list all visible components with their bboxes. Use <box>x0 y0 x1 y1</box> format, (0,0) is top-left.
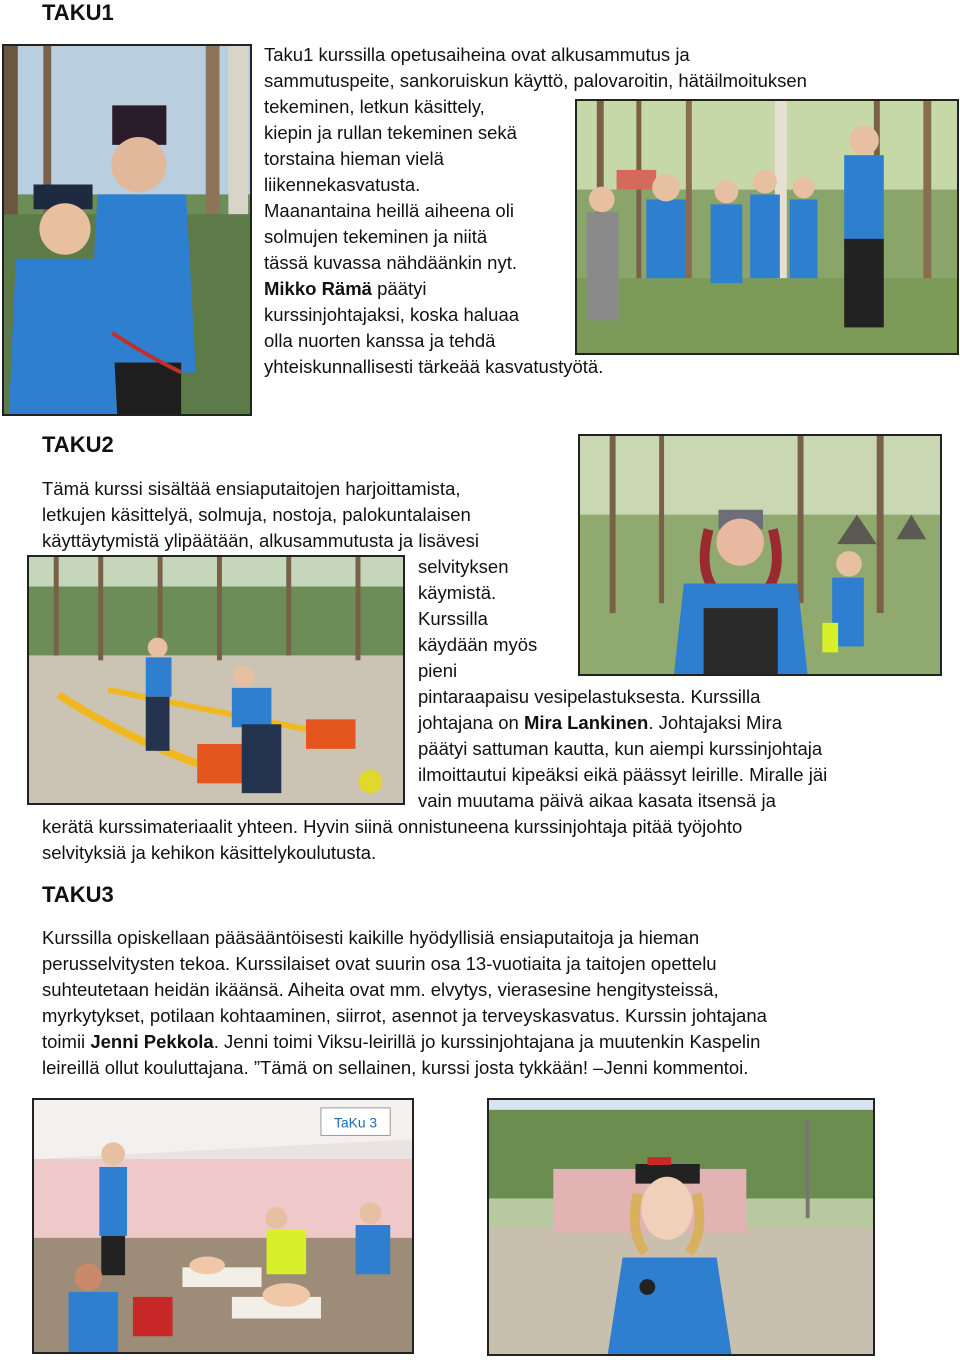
text-line: olla nuorten kanssa ja tehdä <box>264 330 496 351</box>
text-line: perusselvitysten tekoa. Kurssilaiset ovat suurin osa 13-vuotiaita ja taitojen opettelu <box>42 953 717 974</box>
text-line: myrkytykset, potilaan kohtaaminen, siirrot, asennot ja terveyskasvatus. Kurssin johtajana <box>42 1005 767 1026</box>
text-line: selvityksen <box>418 556 509 577</box>
text-line: toimii Jenni Pekkola. Jenni toimi Viksu-leirillä jo kurssinjohtajana ja muutenkin Kaspelin <box>42 1031 761 1052</box>
leader-name: Jenni Pekkola <box>90 1031 214 1052</box>
leader-name: Mira Lankinen <box>523 712 649 733</box>
taku3-heading: TAKU3 <box>42 882 114 907</box>
text-line: Mikko Rämä päätyi <box>264 278 427 299</box>
text-line: Tämä kurssi sisältää ensiaputaitojen harjoittamista, <box>42 478 461 499</box>
taku2-text-bottom <box>42 814 742 866</box>
photo-knot-instruction <box>2 44 252 416</box>
tent-sign-text: TaKu 3 <box>334 1114 378 1131</box>
taku3-text <box>42 925 767 1081</box>
text-line: liikennekasvatusta. <box>264 174 421 195</box>
text-line: yhteiskunnallisesti tärkeää kasvatustyötä. <box>264 356 604 377</box>
photo-jenni-portrait <box>487 1098 875 1356</box>
taku2-text-top <box>42 476 479 554</box>
text-line: letkujen käsittelyä, solmuja, nostoja, palokuntalaisen <box>42 504 471 525</box>
text-line: kurssinjohtajaksi, koska haluaa <box>264 304 520 325</box>
text-line: käymistä. <box>418 582 497 603</box>
text-line: kiepin ja rullan tekeminen sekä <box>264 122 517 143</box>
text-line: Kurssilla opiskellaan pääsääntöisesti kaikille hyödyllisiä ensiaputaitoja ja hieman <box>42 927 700 948</box>
text-line: kerätä kurssimateriaalit yhteen. Hyvin siinä onnistuneena kurssinjohtaja pitää työjohto <box>42 816 743 837</box>
photo-hose-practice <box>27 555 405 805</box>
text-line: tekeminen, letkun käsittely, <box>264 96 485 117</box>
text-line: solmujen tekeminen ja niitä <box>264 226 488 247</box>
text-line: ilmoittautui kipeäksi eikä päässyt leirille. Miralle jäi <box>418 764 828 785</box>
text-line: Taku1 kurssilla opetusaiheina ovat alkusammutus ja <box>264 44 690 65</box>
taku2-heading: TAKU2 <box>42 432 114 457</box>
text-line: vain muutama päivä aikaa kasata itsensä ja <box>418 790 776 811</box>
text-line: suhteutetaan heidän ikäänsä. Aiheita ovat mm. elvytys, vierasesine hengitysteissä, <box>42 979 719 1000</box>
text-line: selvityksiä ja kehikon käsittelykoulutusta. <box>42 842 377 863</box>
text-line: sammutuspeite, sankoruiskun käyttö, palovaroitin, hätäilmoituksen <box>264 70 807 91</box>
text-line: käydään myös <box>418 634 538 655</box>
text-line: pintaraapaisu vesipelastuksesta. Kurssilla <box>418 686 761 707</box>
text-line: johtajana on Mira Lankinen. Johtajaksi Mira <box>418 712 782 733</box>
text-line: käyttäytymistä ylipäätään, alkusammutusta ja lisävesi <box>42 530 479 551</box>
text-line: torstaina hieman vielä <box>264 148 444 169</box>
text-line: Maanantaina heillä aiheena oli <box>264 200 514 221</box>
leader-name: Mikko Rämä <box>264 278 372 299</box>
text-line: Kurssilla <box>418 608 488 629</box>
text-line: leireillä ollut kouluttajana. ”Tämä on sellainen, kurssi josta tykkään! –Jenni kommentoi. <box>42 1057 749 1078</box>
text-line: pieni <box>418 660 458 681</box>
taku1-heading: TAKU1 <box>42 0 114 25</box>
taku2-text-mid <box>418 554 827 814</box>
photo-cpr-tent <box>32 1098 414 1354</box>
text-line: tässä kuvassa nähdäänkin nyt. <box>264 252 517 273</box>
photo-group-forest <box>575 99 959 355</box>
text-line: päätyi sattuman kautta, kun aiempi kurssinjohtaja <box>418 738 823 759</box>
